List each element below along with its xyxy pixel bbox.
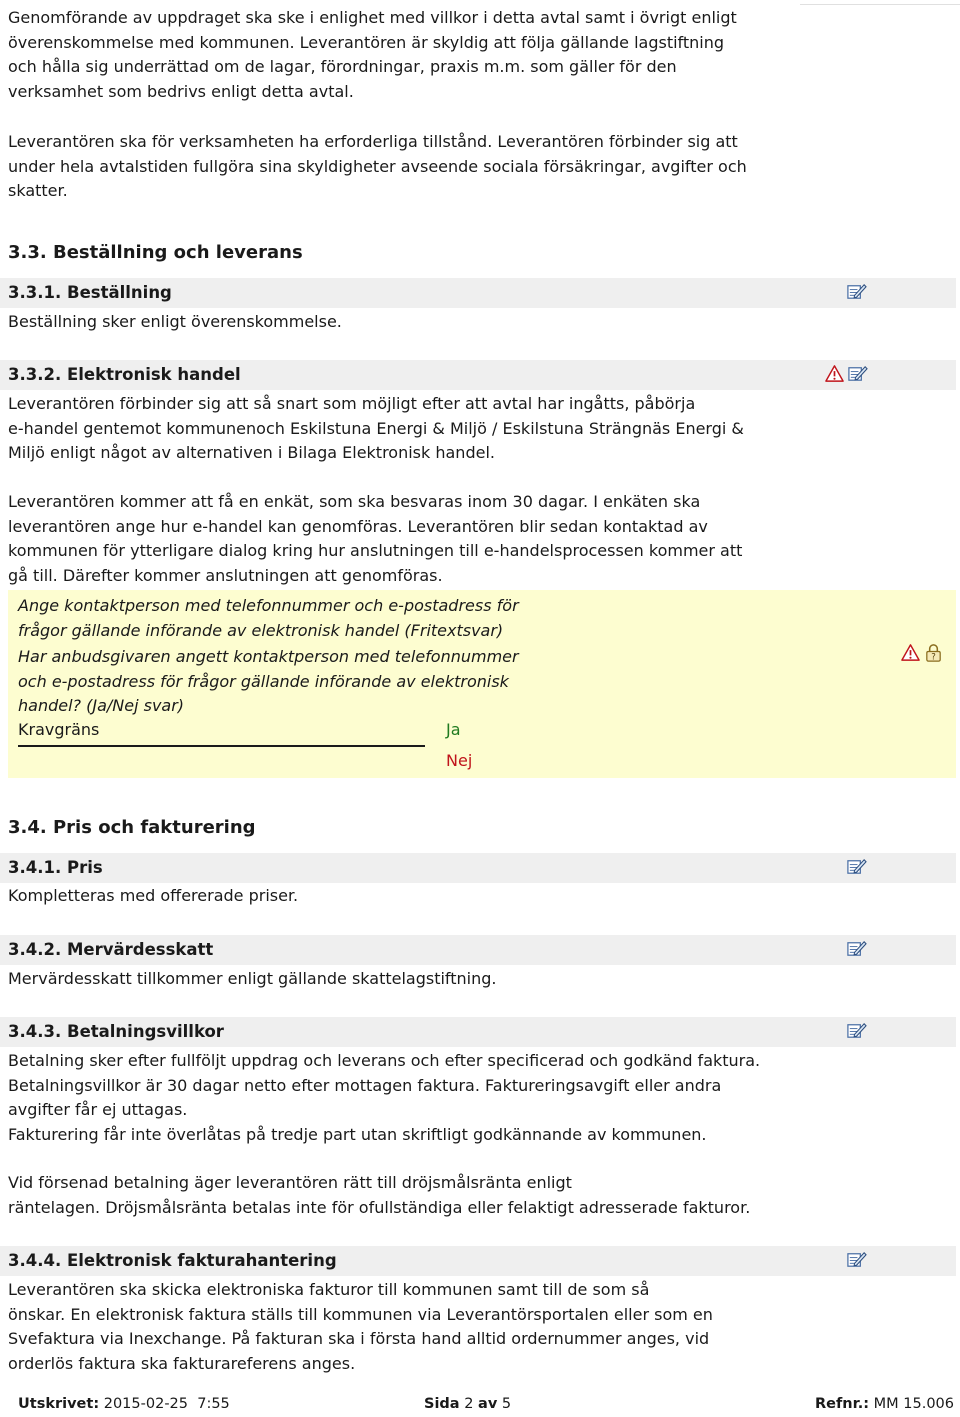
subsection-header-3-4-3 <box>0 1017 956 1047</box>
subsection-header-3-4-2 <box>0 935 956 965</box>
section-heading-3-3: 3.3. Beställning och leverans <box>8 242 303 263</box>
kravgrans-underline <box>18 745 425 747</box>
printed-value: 2015-02-25 7:55 <box>103 1396 230 1412</box>
answer-yes-option[interactable]: Ja <box>446 720 461 739</box>
warning-icon[interactable] <box>900 642 921 663</box>
printed-date <box>18 1396 230 1412</box>
text-line: gå till. Därefter kommer anslutningen att genomföras. <box>8 565 443 585</box>
text-line: skatter. <box>8 181 68 200</box>
section-heading-3-4: 3.4. Pris och fakturering <box>8 817 256 838</box>
subsection-title: 3.4.2. Mervärdesskatt <box>8 940 214 959</box>
text-line: verksamhet som bedrivs enligt detta avtal. <box>8 81 354 101</box>
question-line: frågor gällande införande av elektronisk handel (Fritextsvar) <box>18 620 504 640</box>
text-line: Leverantören förbinder sig att så snart som möjligt efter att avtal har ingåtts, påbörja <box>8 394 696 413</box>
reference-number <box>815 1396 954 1412</box>
page-label: Sida <box>424 1396 460 1412</box>
subsection-body-3-4-3-p2 <box>8 1171 798 1220</box>
header-icons <box>846 856 867 877</box>
text-line: räntelagen. Dröjsmålsränta betalas inte för ofullständiga eller felaktigt adresserade fakturor. <box>8 1197 751 1217</box>
edit-note-icon[interactable] <box>846 281 867 302</box>
page-number <box>424 1396 511 1412</box>
text-line: kommunen för ytterligare dialog kring hur anslutningen till e-handelsprocessen kommer att <box>8 541 743 560</box>
top-divider <box>800 4 960 5</box>
svg-text:?: ? <box>931 652 936 663</box>
text-line: Betalningsvillkor är 30 dagar netto efter mottagen faktura. Faktureringsavgift eller andra <box>8 1075 722 1095</box>
text-line: Leverantören ska skicka elektroniska fakturor till kommunen samt till de som så <box>8 1280 650 1299</box>
printed-label: Utskrivet: <box>18 1396 100 1412</box>
question-line: Ange kontaktperson med telefonnummer och e-postadress för <box>18 596 519 615</box>
subsection-header-3-4-4 <box>0 1246 956 1276</box>
question-icons <box>900 642 944 663</box>
question-line: handel? (Ja/Nej svar) <box>18 696 185 715</box>
header-icons <box>846 281 867 302</box>
text-line: e-handel gentemot kommunenoch Eskilstuna Energi & Miljö / Eskilstuna Strängnäs Energi & <box>8 418 744 438</box>
text-line: avgifter får ej uttagas. <box>8 1100 188 1119</box>
subsection-header-3-3-2 <box>0 360 956 390</box>
kravgrans-label: Kravgräns <box>18 720 100 739</box>
question-box <box>8 590 956 778</box>
page-total: 5 <box>501 1396 512 1412</box>
text-line: Kompletteras med offererade priser. <box>8 886 299 905</box>
ref-label: Refnr.: <box>814 1396 870 1412</box>
text-line: Leverantören ska för verksamheten ha erforderliga tillstånd. Leverantören förbinder sig att <box>8 132 738 151</box>
subsection-title: 3.3.1. Beställning <box>8 283 172 302</box>
lock-question-icon[interactable] <box>923 642 944 663</box>
header-icons <box>846 1249 867 1270</box>
edit-note-icon[interactable] <box>847 363 868 384</box>
subsection-body-3-3-2-p2 <box>8 490 798 588</box>
subsection-body-3-4-1 <box>8 884 798 909</box>
subsection-title: 3.3.2. Elektronisk handel <box>8 365 241 384</box>
edit-note-icon[interactable] <box>846 1020 867 1041</box>
text-line: Genomförande av uppdraget ska ske i enlighet med villkor i detta avtal samt i övrigt enligt <box>8 8 737 27</box>
text-line: och hålla sig underrättad om de lagar, förordningar, praxis m.m. som gäller för den <box>8 57 677 76</box>
subsection-title: 3.4.4. Elektronisk fakturahantering <box>8 1251 337 1270</box>
subsection-body-3-3-2-p1 <box>8 392 798 466</box>
edit-note-icon[interactable] <box>846 1249 867 1270</box>
text-line: överenskommelse med kommunen. Leverantören är skyldig att följa gällande lagstiftning <box>8 32 725 52</box>
question-line: Har anbudsgivaren angett kontaktperson med telefonnummer <box>18 647 519 666</box>
warning-icon[interactable] <box>824 363 845 384</box>
text-line: Mervärdesskatt tillkommer enligt gällande skattelagstiftning. <box>8 969 497 988</box>
subsection-header-3-3-1 <box>0 278 956 308</box>
text-line: orderlös faktura ska fakturareferens anges. <box>8 1353 356 1373</box>
question-freetext <box>18 594 548 643</box>
subsection-body-3-3-1 <box>8 310 798 335</box>
ref-value: MM 15.006 <box>873 1396 954 1412</box>
page-of: av <box>478 1396 498 1412</box>
header-icons <box>846 938 867 959</box>
subsection-title: 3.4.3. Betalningsvillkor <box>8 1022 224 1041</box>
text-line: Miljö enligt något av alternativen i Bilaga Elektronisk handel. <box>8 443 495 462</box>
text-line: önskar. En elektronisk faktura ställs till kommunen via Leverantörsportalen eller som en <box>8 1304 713 1324</box>
subsection-header-3-4-1 <box>0 853 956 883</box>
text-line: Svefaktura via Inexchange. På fakturan ska i första hand alltid ordernummer anges, vid <box>8 1329 710 1348</box>
header-icons <box>846 1020 867 1041</box>
subsection-body-3-4-3-p1 <box>8 1049 798 1147</box>
subsection-body-3-4-2 <box>8 967 798 992</box>
intro-paragraph-1 <box>8 6 798 104</box>
text-line: under hela avtalstiden fullgöra sina skyldigheter avseende sociala försäkringar, avgifter och <box>8 156 747 176</box>
subsection-title: 3.4.1. Pris <box>8 858 103 877</box>
text-line: Beställning sker enligt överenskommelse. <box>8 312 342 331</box>
text-line: Betalning sker efter fullföljt uppdrag och leverans och efter specificerad och godkänd faktura. <box>8 1051 761 1070</box>
text-line: leverantören ange hur e-handel kan genomföras. Leverantören blir sedan kontaktad av <box>8 516 708 536</box>
header-icons <box>824 363 868 384</box>
text-line: Leverantören kommer att få en enkät, som ska besvaras inom 30 dagar. I enkäten ska <box>8 492 701 511</box>
page-current: 2 <box>464 1396 474 1412</box>
intro-paragraph-2 <box>8 130 798 204</box>
question-line: och e-postadress för frågor gällande införande av elektronisk <box>18 671 509 691</box>
text-line: Fakturering får inte överlåtas på tredje part utan skriftligt godkännande av kommunen. <box>8 1124 707 1144</box>
text-line: Vid försenad betalning äger leverantören rätt till dröjsmålsränta enligt <box>8 1173 572 1192</box>
edit-note-icon[interactable] <box>846 938 867 959</box>
subsection-body-3-4-4 <box>8 1278 798 1376</box>
edit-note-icon[interactable] <box>846 856 867 877</box>
question-yesno <box>18 645 548 719</box>
answer-no-option[interactable]: Nej <box>446 751 473 770</box>
